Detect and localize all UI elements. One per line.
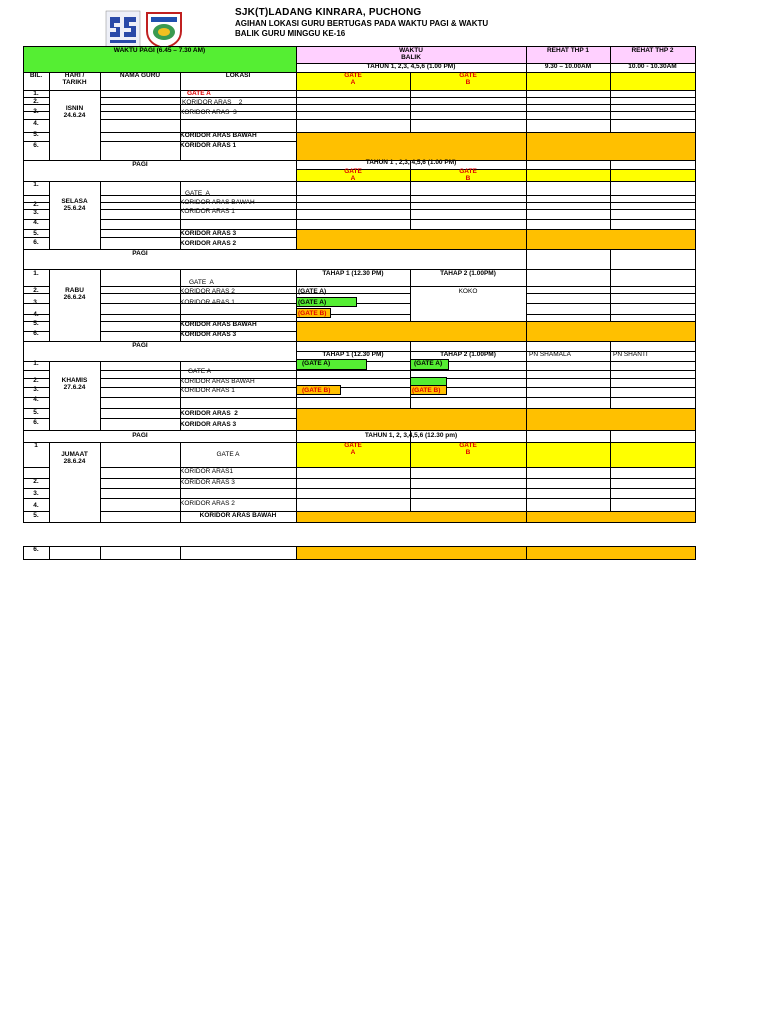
- cell-text: KORIDOR ARAS BAWAH: [180, 132, 257, 139]
- school-name: SJK(T)LADANG KINRARA, PUCHONG: [235, 7, 422, 18]
- break-2-slot: [610, 169, 696, 182]
- table-cell: [100, 546, 181, 560]
- cell-text: 4.: [33, 311, 39, 318]
- highlight-block: [526, 408, 696, 431]
- cell-text: GATE B: [459, 72, 477, 86]
- highlight-block: [526, 546, 696, 560]
- cell-text: 5.: [33, 230, 39, 237]
- cell-text: KORIDOR ARAS 2: [180, 410, 238, 417]
- cell-text: 4.: [33, 502, 39, 509]
- cell-text: GATE A: [344, 168, 362, 182]
- table-cell: [610, 498, 696, 512]
- day-cell-selasa: [49, 181, 101, 250]
- break-1-slot: [526, 72, 611, 91]
- cell-text: KORIDOR ARAS BAWAH: [180, 199, 255, 206]
- cell-text: 4.: [33, 396, 39, 403]
- cell-text: WAKTU PAGI (6.45 – 7.30 AM): [113, 47, 206, 54]
- cell-text: 5.: [33, 320, 39, 327]
- cell-text: PN SHAMALA: [529, 351, 571, 358]
- section-row: [23, 249, 527, 270]
- cell-text: TAHUN 1, 2, 3,4,5,6 (12.30 pm): [364, 432, 458, 439]
- table-cell: [410, 181, 527, 196]
- cell-text: 3.: [33, 299, 39, 306]
- cell-text: SELASA 25.6.24: [61, 198, 88, 212]
- highlight-block: [296, 132, 527, 161]
- cell-text: 3.: [33, 490, 39, 497]
- cell-text: LOKASI: [225, 72, 251, 79]
- highlight-block: [526, 511, 696, 523]
- cell-text: KORIDOR ARAS 3: [180, 331, 237, 338]
- cell-text: KORIDOR ARAS 1: [180, 142, 237, 149]
- cell-text: KHAMIS 27.6.24: [61, 377, 88, 391]
- cell-text: 1: [34, 442, 38, 449]
- highlight-block: [296, 511, 527, 523]
- highlight-block: [526, 229, 696, 250]
- cell-text: (GATE A): [414, 360, 443, 367]
- table-cell: [526, 249, 611, 270]
- cell-text: (GATE B): [298, 310, 327, 317]
- cell-text: KOKO: [458, 288, 478, 295]
- cell-text: KORIDOR ARAS 3: [180, 109, 237, 116]
- table-cell: [100, 119, 181, 133]
- cell-text: GATE A: [216, 451, 240, 458]
- cell-text: GATE B: [459, 442, 477, 456]
- table-cell: [296, 498, 411, 512]
- cell-text: 1.: [33, 181, 39, 188]
- day-cell-khamis: [49, 361, 101, 431]
- cell-text: HARI / TARIKH: [62, 72, 87, 86]
- doc-title-line-1: AGIHAN LOKASI GURU BERTUGAS PADA WAKTU PAGI & WAKTU: [235, 19, 489, 28]
- cell-text: PAGI: [132, 161, 148, 168]
- cell-text: PAGI: [132, 250, 148, 257]
- cell-text: NAMA GURU: [119, 72, 161, 79]
- highlight-block: [296, 229, 527, 250]
- table-cell: [410, 119, 527, 133]
- table-cell: [296, 119, 411, 133]
- cell-text: KORIDOR ARAS 2: [180, 500, 235, 507]
- cell-text: 3.: [33, 386, 39, 393]
- table-cell: [180, 119, 297, 133]
- cell-text: 4.: [33, 219, 39, 226]
- cell-text: 10.00 - 10.30AM: [628, 63, 677, 70]
- cell-text: PAGI: [132, 432, 148, 439]
- cell-text: 2.: [33, 478, 39, 485]
- table-cell: [296, 181, 411, 196]
- cell-text: 4.: [33, 120, 39, 127]
- cell-text: TAHAP 1 (12.30 PM): [322, 270, 384, 277]
- cell-text: WAKTU BALIK: [399, 47, 423, 61]
- table-cell: [526, 498, 611, 512]
- table-cell: [49, 546, 101, 560]
- cell-text: (GATE B): [412, 387, 441, 394]
- table-cell: [180, 546, 297, 560]
- highlight-block: [526, 132, 696, 161]
- cell-text: GATE A: [189, 279, 214, 286]
- cell-text: TAHUN 1, 2,3, 4,5,6 (1.00 PM): [366, 63, 456, 70]
- break-2-slot: [610, 442, 696, 468]
- cell-text: TAHAP 2 (1.00PM): [440, 351, 496, 358]
- table-cell: [100, 442, 181, 468]
- cell-text: 6.: [33, 142, 39, 149]
- break-1-slot: [526, 442, 611, 468]
- cell-text: KORIDOR ARAS 1: [180, 387, 235, 394]
- cell-text: KORIDOR ARAS BAWAH: [199, 512, 277, 519]
- cell-text: REHAT THP 2: [631, 47, 674, 54]
- highlight-block: [296, 546, 527, 560]
- table-cell: [410, 498, 527, 512]
- day-cell-isnin: [49, 90, 101, 161]
- table-cell: [610, 181, 696, 196]
- cell-text: TAHUN 1 , 2,3, 4,5,6 (1.00 PM): [365, 159, 457, 166]
- cell-text: TAHAP 2 (1.00PM): [440, 270, 496, 277]
- cell-text: PN SHANTI: [613, 351, 648, 358]
- cell-text: KORIDOR ARAS1: [180, 468, 234, 475]
- cell-text: 9.30 – 10.00AM: [544, 63, 592, 70]
- cell-text: BIL.: [29, 72, 43, 79]
- cell-text: 6.: [33, 330, 39, 337]
- cell-text: KORIDOR ARAS 2: [182, 99, 243, 106]
- highlight-block: [296, 408, 527, 431]
- table-cell: [100, 498, 181, 512]
- cell-text: 1.: [33, 90, 39, 97]
- cell-text: 5.: [33, 409, 39, 416]
- table-cell: [610, 269, 696, 287]
- table-cell: [100, 141, 181, 161]
- cell-text: 2.: [33, 98, 39, 105]
- cell-text: GATE A: [187, 90, 211, 97]
- cell-text: KORIDOR ARAS BAWAH: [180, 321, 257, 328]
- highlight-block: [296, 321, 527, 342]
- table-cell: [526, 269, 611, 287]
- cell-text: KORIDOR ARAS BAWAH: [180, 378, 255, 385]
- table-cell: [100, 181, 181, 196]
- cell-text: 2.: [33, 377, 39, 384]
- cell-text: KORIDOR ARAS 3: [180, 230, 237, 237]
- cell-text: (GATE A): [298, 288, 327, 295]
- table-cell: [610, 119, 696, 133]
- cell-text: RABU 26.6.24: [63, 287, 86, 301]
- cell-text: KORIDOR ARAS 1: [180, 299, 235, 306]
- table-cell: [100, 511, 181, 523]
- cell-text: PAGI: [132, 342, 148, 349]
- cell-text: GATE A: [344, 442, 362, 456]
- cell-text: KORIDOR ARAS 2: [180, 288, 235, 295]
- highlight-block: [526, 321, 696, 342]
- cell-text: 6.: [33, 239, 39, 246]
- table-cell: [526, 119, 611, 133]
- table-cell: [100, 269, 181, 287]
- table-cell: [526, 181, 611, 196]
- cell-text: 3.: [33, 108, 39, 115]
- break-1-slot: [526, 169, 611, 182]
- cell-text: GATE A: [344, 72, 362, 86]
- cell-text: KORIDOR ARAS 3: [180, 421, 237, 428]
- cell-text: 2.: [33, 287, 39, 294]
- cell-text: 6.: [33, 419, 39, 426]
- cell-text: 3.: [33, 209, 39, 216]
- cell-text: 5.: [33, 131, 39, 138]
- cell-text: GATE A: [188, 368, 211, 375]
- table-cell: [610, 249, 696, 270]
- cell-text: JUMAAT 28.6.24: [61, 451, 88, 465]
- cell-text: (GATE B): [302, 387, 331, 394]
- cell-text: TAHAP 1 (12.30 PM): [322, 351, 384, 358]
- cell-text: 5.: [33, 512, 39, 519]
- cell-text: 1.: [33, 270, 39, 277]
- cell-text: (GATE A): [298, 299, 327, 306]
- cell-text: GATE B: [459, 168, 477, 182]
- cell-text: KORIDOR ARAS 1: [180, 208, 235, 215]
- cell-text: 6.: [33, 546, 39, 553]
- doc-title-line-2: BALIK GURU MINGGU KE-16: [235, 29, 346, 38]
- cell-text: KORIDOR ARAS 3: [180, 479, 235, 486]
- break-2-slot: [610, 72, 696, 91]
- cell-text: 1.: [33, 360, 39, 367]
- day-cell-rabu: [49, 269, 101, 342]
- cell-text: GATE A: [185, 190, 210, 197]
- cell-text: 2.: [33, 201, 39, 208]
- cell-text: ISNIN 24.6.24: [63, 105, 86, 119]
- cell-text: KORIDOR ARAS 2: [180, 240, 237, 247]
- cell-text: REHAT THP 1: [546, 47, 589, 54]
- cell-text: (GATE A): [302, 360, 331, 367]
